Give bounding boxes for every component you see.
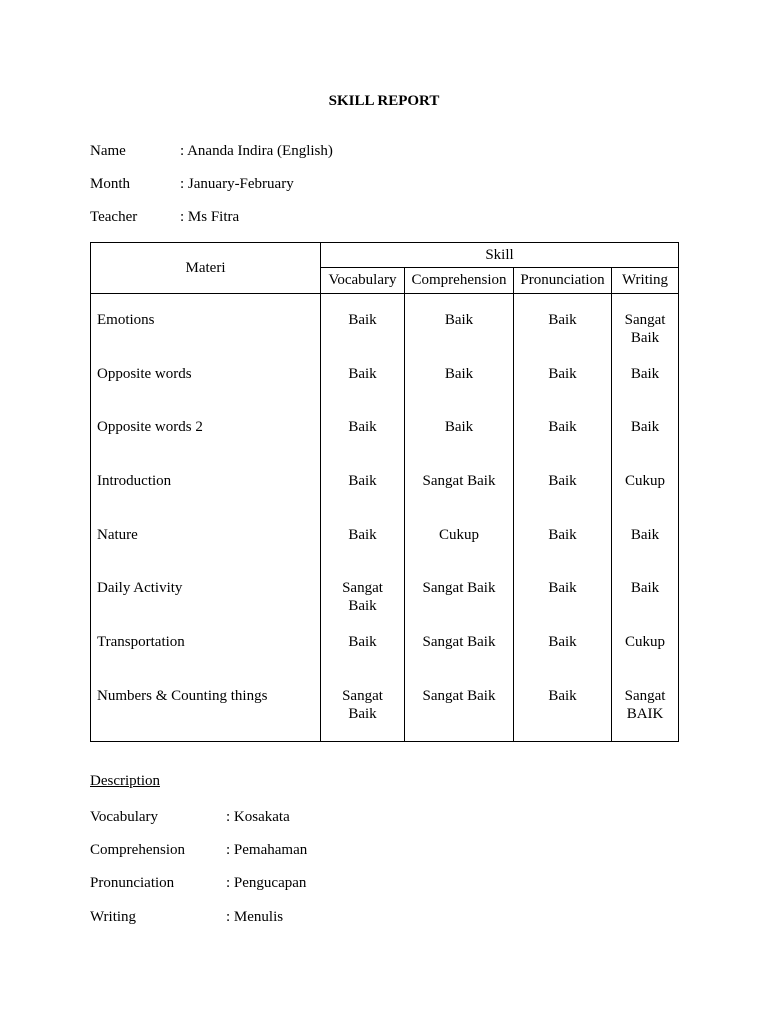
meta-value: : January-February <box>180 176 294 192</box>
table-cell-materi: Emotions <box>97 312 155 328</box>
table-cell-pronunciation: Baik <box>548 634 577 651</box>
pronunciation-column <box>514 294 612 742</box>
table-cell-vocabulary: Baik <box>348 473 377 490</box>
report-title: SKILL REPORT <box>328 93 440 109</box>
table-cell-vocabulary: Sangat Baik <box>342 580 383 615</box>
table-cell-pronunciation: Baik <box>548 687 577 704</box>
description-definition: : Pemahaman <box>226 842 308 858</box>
table-cell-comprehension: Baik <box>444 365 474 382</box>
table-cell-comprehension: Sangat Baik <box>422 473 496 490</box>
writing-column <box>612 294 679 742</box>
skill-table <box>90 242 679 742</box>
meta-label: Name <box>90 143 126 159</box>
table-cell-writing: Sangat BAIK <box>624 687 666 722</box>
table-cell-writing: Baik <box>630 365 660 382</box>
description-term: Vocabulary <box>90 809 159 825</box>
table-cell-materi: Nature <box>97 526 138 543</box>
table-cell-comprehension: Baik <box>444 419 474 436</box>
description-term: Pronunciation <box>90 875 175 891</box>
table-cell-pronunciation: Baik <box>548 419 577 436</box>
table-cell-pronunciation: Baik <box>548 526 577 543</box>
table-cell-vocabulary: Baik <box>348 419 377 436</box>
table-cell-vocabulary: Baik <box>348 526 377 543</box>
materi-column <box>91 294 321 742</box>
table-cell-pronunciation: Baik <box>548 312 577 328</box>
table-cell-comprehension: Sangat Baik <box>422 634 496 651</box>
table-cell-materi: Introduction <box>97 473 172 490</box>
table-cell-comprehension: Baik <box>444 312 474 328</box>
table-cell-pronunciation: Baik <box>548 473 577 490</box>
column-header-vocabulary: Vocabulary <box>321 268 405 294</box>
column-header-comprehension: Comprehension <box>405 268 514 294</box>
meta-value: : Ananda Indira (English) <box>180 143 333 159</box>
description-definition: : Kosakata <box>226 809 290 825</box>
table-cell-materi: Opposite words <box>97 365 192 382</box>
table-cell-writing: Sangat Baik <box>624 312 666 346</box>
table-cell-materi: Transportation <box>97 634 185 651</box>
table-cell-pronunciation: Baik <box>548 365 577 382</box>
table-cell-writing: Cukup <box>625 473 666 490</box>
table-cell-vocabulary: Baik <box>348 634 377 651</box>
table-cell-writing: Baik <box>630 419 660 436</box>
description-definition: : Menulis <box>226 909 284 925</box>
description-heading: Description <box>90 773 160 789</box>
table-cell-vocabulary: Baik <box>348 365 377 382</box>
meta-label: Month <box>90 176 131 192</box>
materi-header: Materi <box>91 243 321 294</box>
table-cell-comprehension: Cukup <box>438 526 479 543</box>
table-cell-pronunciation: Baik <box>548 580 577 597</box>
column-header-writing: Writing <box>612 268 679 294</box>
meta-label: Teacher <box>90 209 138 225</box>
table-cell-materi: Daily Activity <box>97 580 183 597</box>
table-cell-comprehension: Sangat Baik <box>422 580 496 597</box>
table-cell-vocabulary: Sangat Baik <box>342 687 383 722</box>
table-cell-materi: Numbers & Counting things <box>97 687 268 704</box>
table-cell-vocabulary: Baik <box>348 312 377 328</box>
table-cell-writing: Cukup <box>625 634 666 651</box>
description-definition: : Pengucapan <box>226 875 307 891</box>
comprehension-column <box>405 294 514 742</box>
table-cell-materi: Opposite words 2 <box>97 419 203 436</box>
table-cell-comprehension: Sangat Baik <box>422 687 496 704</box>
table-cell-writing: Baik <box>630 580 660 597</box>
meta-value: : Ms Fitra <box>180 209 240 225</box>
skill-header: Skill <box>321 243 679 268</box>
vocabulary-column <box>321 294 405 742</box>
description-term: Writing <box>90 909 137 925</box>
column-header-pronunciation: Pronunciation <box>514 268 612 294</box>
table-cell-writing: Baik <box>630 526 660 543</box>
description-term: Comprehension <box>90 842 185 858</box>
